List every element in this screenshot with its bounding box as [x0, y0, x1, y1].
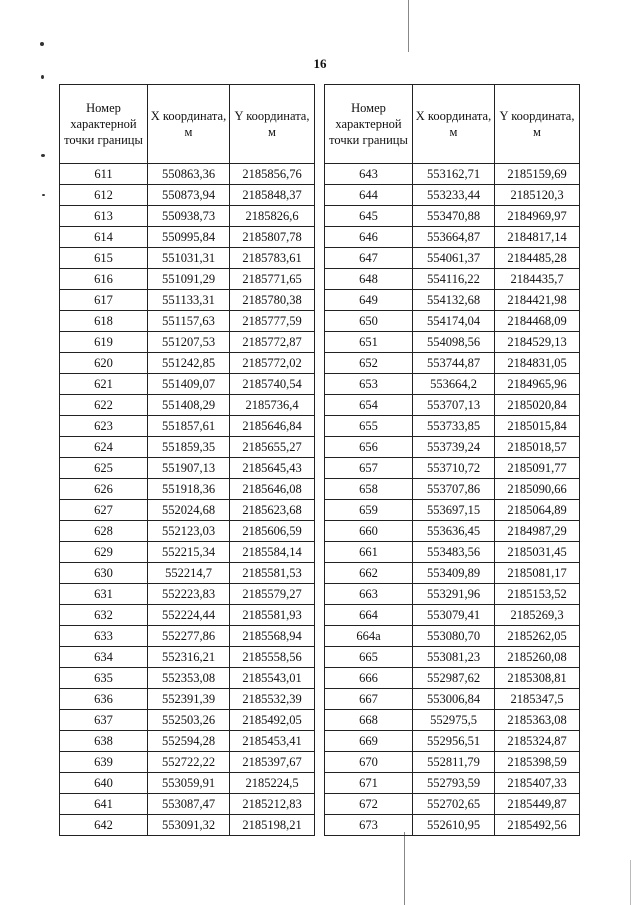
table-row [60, 311, 315, 332]
point-number-cell: 673 [325, 815, 413, 836]
x-coordinate-cell: 552811,79 [413, 752, 495, 773]
y-coordinate-cell: 2185212,83 [230, 794, 315, 815]
x-coordinate-cell: 551409,07 [148, 374, 230, 395]
point-number-cell: 624 [60, 437, 148, 458]
y-coordinate-cell: 2185740,54 [230, 374, 315, 395]
point-number-cell: 618 [60, 311, 148, 332]
scan-edge-line [630, 860, 631, 905]
point-number-cell: 614 [60, 227, 148, 248]
point-number-cell: 628 [60, 521, 148, 542]
x-coordinate-cell: 551091,29 [148, 269, 230, 290]
point-number-cell: 649 [325, 290, 413, 311]
table-header-row [325, 85, 580, 164]
point-number-cell: 666 [325, 668, 413, 689]
table-row [60, 752, 315, 773]
y-coordinate-cell: 2184817,14 [495, 227, 580, 248]
scan-line-top [408, 0, 409, 52]
y-coordinate-cell: 2185584,14 [230, 542, 315, 563]
x-coordinate-cell: 551031,31 [148, 248, 230, 269]
x-coordinate-cell: 552391,39 [148, 689, 230, 710]
y-coordinate-cell: 2185543,01 [230, 668, 315, 689]
y-coordinate-cell: 2185064,89 [495, 500, 580, 521]
table-row [325, 332, 580, 353]
point-number-cell: 622 [60, 395, 148, 416]
header-point-number: Номер характерной точки границы [325, 85, 413, 164]
point-number-cell: 629 [60, 542, 148, 563]
x-coordinate-cell: 553162,71 [413, 164, 495, 185]
y-coordinate-cell: 2185324,87 [495, 731, 580, 752]
table-row [325, 437, 580, 458]
table-row [60, 668, 315, 689]
point-number-cell: 663 [325, 584, 413, 605]
y-coordinate-cell: 2185581,93 [230, 605, 315, 626]
table-body-right [325, 164, 580, 836]
table-row [325, 269, 580, 290]
point-number-cell: 669 [325, 731, 413, 752]
y-coordinate-cell: 2185579,27 [230, 584, 315, 605]
point-number-cell: 658 [325, 479, 413, 500]
point-number-cell: 641 [60, 794, 148, 815]
x-coordinate-cell: 552793,59 [413, 773, 495, 794]
table-row [325, 542, 580, 563]
table-row [325, 773, 580, 794]
y-coordinate-cell: 2185120,3 [495, 185, 580, 206]
point-number-cell: 662 [325, 563, 413, 584]
y-coordinate-cell: 2185224,5 [230, 773, 315, 794]
y-coordinate-cell: 2185623,68 [230, 500, 315, 521]
point-number-cell: 664 [325, 605, 413, 626]
point-number-cell: 630 [60, 563, 148, 584]
table-row [325, 710, 580, 731]
y-coordinate-cell: 2185159,69 [495, 164, 580, 185]
y-coordinate-cell: 2185856,76 [230, 164, 315, 185]
header-y-coordinate: Y координата, м [495, 85, 580, 164]
x-coordinate-cell: 553697,15 [413, 500, 495, 521]
point-number-cell: 623 [60, 416, 148, 437]
y-coordinate-cell: 2185807,78 [230, 227, 315, 248]
x-coordinate-cell: 554116,22 [413, 269, 495, 290]
point-number-cell: 667 [325, 689, 413, 710]
table-row [325, 752, 580, 773]
table-row [325, 206, 580, 227]
y-coordinate-cell: 2184421,98 [495, 290, 580, 311]
x-coordinate-cell: 550995,84 [148, 227, 230, 248]
y-coordinate-cell: 2185772,02 [230, 353, 315, 374]
table-row [325, 794, 580, 815]
point-number-cell: 643 [325, 164, 413, 185]
point-number-cell: 611 [60, 164, 148, 185]
table-row [60, 269, 315, 290]
x-coordinate-cell: 553081,23 [413, 647, 495, 668]
y-coordinate-cell: 2185568,94 [230, 626, 315, 647]
table-row [325, 668, 580, 689]
y-coordinate-cell: 2184468,09 [495, 311, 580, 332]
point-number-cell: 640 [60, 773, 148, 794]
header-point-number: Номер характерной точки границы [60, 85, 148, 164]
point-number-cell: 638 [60, 731, 148, 752]
table-row [325, 521, 580, 542]
y-coordinate-cell: 2185269,3 [495, 605, 580, 626]
point-number-cell: 668 [325, 710, 413, 731]
table-row [325, 731, 580, 752]
x-coordinate-cell: 552223,83 [148, 584, 230, 605]
x-coordinate-cell: 554174,04 [413, 311, 495, 332]
x-coordinate-cell: 553739,24 [413, 437, 495, 458]
table-row [60, 479, 315, 500]
y-coordinate-cell: 2185777,59 [230, 311, 315, 332]
table-row [325, 353, 580, 374]
y-coordinate-cell: 2185453,41 [230, 731, 315, 752]
table-row [60, 185, 315, 206]
scan-dot-4 [42, 194, 45, 196]
y-coordinate-cell: 2185081,17 [495, 563, 580, 584]
table-row [60, 731, 315, 752]
y-coordinate-cell: 2184969,97 [495, 206, 580, 227]
x-coordinate-cell: 552722,22 [148, 752, 230, 773]
table-row [325, 416, 580, 437]
x-coordinate-cell: 552503,26 [148, 710, 230, 731]
table-row [60, 773, 315, 794]
point-number-cell: 621 [60, 374, 148, 395]
table-row [60, 542, 315, 563]
table-row [60, 332, 315, 353]
y-coordinate-cell: 2185449,87 [495, 794, 580, 815]
y-coordinate-cell: 2184987,29 [495, 521, 580, 542]
point-number-cell: 655 [325, 416, 413, 437]
table-row [325, 395, 580, 416]
y-coordinate-cell: 2185198,21 [230, 815, 315, 836]
point-number-cell: 672 [325, 794, 413, 815]
table-row [325, 647, 580, 668]
table-row [60, 605, 315, 626]
y-coordinate-cell: 2185736,4 [230, 395, 315, 416]
y-coordinate-cell: 2185826,6 [230, 206, 315, 227]
x-coordinate-cell: 553483,56 [413, 542, 495, 563]
x-coordinate-cell: 553636,45 [413, 521, 495, 542]
x-coordinate-cell: 551207,53 [148, 332, 230, 353]
point-number-cell: 615 [60, 248, 148, 269]
x-coordinate-cell: 551133,31 [148, 290, 230, 311]
point-number-cell: 612 [60, 185, 148, 206]
x-coordinate-cell: 551408,29 [148, 395, 230, 416]
x-coordinate-cell: 553091,32 [148, 815, 230, 836]
point-number-cell: 633 [60, 626, 148, 647]
table-body-left [60, 164, 315, 836]
x-coordinate-cell: 553707,86 [413, 479, 495, 500]
x-coordinate-cell: 550863,36 [148, 164, 230, 185]
y-coordinate-cell: 2185091,77 [495, 458, 580, 479]
y-coordinate-cell: 2185783,61 [230, 248, 315, 269]
table-row [325, 584, 580, 605]
point-number-cell: 652 [325, 353, 413, 374]
table-row [60, 353, 315, 374]
x-coordinate-cell: 552215,34 [148, 542, 230, 563]
table-row [60, 500, 315, 521]
y-coordinate-cell: 2184965,96 [495, 374, 580, 395]
y-coordinate-cell: 2185646,08 [230, 479, 315, 500]
point-number-cell: 661 [325, 542, 413, 563]
x-coordinate-cell: 551859,35 [148, 437, 230, 458]
point-number-cell: 671 [325, 773, 413, 794]
x-coordinate-cell: 553233,44 [413, 185, 495, 206]
y-coordinate-cell: 2185398,59 [495, 752, 580, 773]
x-coordinate-cell: 552353,08 [148, 668, 230, 689]
scan-dot-1 [40, 42, 44, 46]
table-row [60, 227, 315, 248]
point-number-cell: 670 [325, 752, 413, 773]
x-coordinate-cell: 551907,13 [148, 458, 230, 479]
x-coordinate-cell: 552956,51 [413, 731, 495, 752]
point-number-cell: 644 [325, 185, 413, 206]
table-row [325, 689, 580, 710]
x-coordinate-cell: 550938,73 [148, 206, 230, 227]
header-y-coordinate: Y координата, м [230, 85, 315, 164]
table-row [325, 185, 580, 206]
table-row [325, 227, 580, 248]
x-coordinate-cell: 553707,13 [413, 395, 495, 416]
point-number-cell: 659 [325, 500, 413, 521]
y-coordinate-cell: 2185606,59 [230, 521, 315, 542]
table-header-row [60, 85, 315, 164]
y-coordinate-cell: 2185558,56 [230, 647, 315, 668]
table-row [60, 248, 315, 269]
table-row [60, 584, 315, 605]
y-coordinate-cell: 2185018,57 [495, 437, 580, 458]
table-row [60, 710, 315, 731]
y-coordinate-cell: 2185780,38 [230, 290, 315, 311]
table-row [60, 416, 315, 437]
table-row [60, 290, 315, 311]
x-coordinate-cell: 552610,95 [413, 815, 495, 836]
point-number-cell: 665 [325, 647, 413, 668]
x-coordinate-cell: 553080,70 [413, 626, 495, 647]
y-coordinate-cell: 2185645,43 [230, 458, 315, 479]
y-coordinate-cell: 2185492,56 [495, 815, 580, 836]
header-x-coordinate: X координата, м [413, 85, 495, 164]
table-row [325, 374, 580, 395]
y-coordinate-cell: 2185532,39 [230, 689, 315, 710]
point-number-cell: 657 [325, 458, 413, 479]
coordinates-table-left [59, 84, 315, 836]
scan-line-bottom [404, 832, 405, 905]
y-coordinate-cell: 2185492,05 [230, 710, 315, 731]
point-number-cell: 647 [325, 248, 413, 269]
table-row [60, 374, 315, 395]
y-coordinate-cell: 2185020,84 [495, 395, 580, 416]
point-number-cell: 642 [60, 815, 148, 836]
x-coordinate-cell: 552224,44 [148, 605, 230, 626]
y-coordinate-cell: 2185363,08 [495, 710, 580, 731]
x-coordinate-cell: 553059,91 [148, 773, 230, 794]
x-coordinate-cell: 553744,87 [413, 353, 495, 374]
point-number-cell: 613 [60, 206, 148, 227]
x-coordinate-cell: 552123,03 [148, 521, 230, 542]
table-row [60, 458, 315, 479]
scan-dot-3 [41, 154, 45, 157]
point-number-cell: 656 [325, 437, 413, 458]
x-coordinate-cell: 552702,65 [413, 794, 495, 815]
x-coordinate-cell: 552214,7 [148, 563, 230, 584]
coordinates-table-right [324, 84, 580, 836]
x-coordinate-cell: 551242,85 [148, 353, 230, 374]
point-number-cell: 631 [60, 584, 148, 605]
x-coordinate-cell: 551857,61 [148, 416, 230, 437]
point-number-cell: 620 [60, 353, 148, 374]
y-coordinate-cell: 2185581,53 [230, 563, 315, 584]
x-coordinate-cell: 554132,68 [413, 290, 495, 311]
x-coordinate-cell: 552316,21 [148, 647, 230, 668]
table-row [60, 164, 315, 185]
y-coordinate-cell: 2185772,87 [230, 332, 315, 353]
y-coordinate-cell: 2185646,84 [230, 416, 315, 437]
point-number-cell: 619 [60, 332, 148, 353]
table-row [325, 458, 580, 479]
y-coordinate-cell: 2185397,67 [230, 752, 315, 773]
table-row [60, 521, 315, 542]
table-row [60, 395, 315, 416]
table-row [325, 311, 580, 332]
table-row [60, 437, 315, 458]
point-number-cell: 636 [60, 689, 148, 710]
table-row [325, 605, 580, 626]
x-coordinate-cell: 553710,72 [413, 458, 495, 479]
page-number: 16 [313, 56, 327, 71]
x-coordinate-cell: 553664,87 [413, 227, 495, 248]
point-number-cell: 664а [325, 626, 413, 647]
table-row [325, 290, 580, 311]
point-number-cell: 632 [60, 605, 148, 626]
x-coordinate-cell: 553291,96 [413, 584, 495, 605]
x-coordinate-cell: 552594,28 [148, 731, 230, 752]
y-coordinate-cell: 2185347,5 [495, 689, 580, 710]
point-number-cell: 650 [325, 311, 413, 332]
point-number-cell: 648 [325, 269, 413, 290]
table-row [325, 626, 580, 647]
x-coordinate-cell: 551157,63 [148, 311, 230, 332]
point-number-cell: 616 [60, 269, 148, 290]
table-row [325, 500, 580, 521]
header-x-coordinate: X координата, м [148, 85, 230, 164]
x-coordinate-cell: 552277,86 [148, 626, 230, 647]
y-coordinate-cell: 2184831,05 [495, 353, 580, 374]
x-coordinate-cell: 553409,89 [413, 563, 495, 584]
table-row [325, 815, 580, 836]
y-coordinate-cell: 2185655,27 [230, 437, 315, 458]
y-coordinate-cell: 2185262,05 [495, 626, 580, 647]
y-coordinate-cell: 2184529,13 [495, 332, 580, 353]
point-number-cell: 635 [60, 668, 148, 689]
y-coordinate-cell: 2185848,37 [230, 185, 315, 206]
point-number-cell: 626 [60, 479, 148, 500]
y-coordinate-cell: 2184485,28 [495, 248, 580, 269]
point-number-cell: 617 [60, 290, 148, 311]
table-row [60, 206, 315, 227]
y-coordinate-cell: 2185308,81 [495, 668, 580, 689]
table-row [60, 626, 315, 647]
y-coordinate-cell: 2185153,52 [495, 584, 580, 605]
table-row [60, 563, 315, 584]
table-row [60, 794, 315, 815]
table-row [60, 815, 315, 836]
table-row [325, 248, 580, 269]
y-coordinate-cell: 2185771,65 [230, 269, 315, 290]
x-coordinate-cell: 553733,85 [413, 416, 495, 437]
y-coordinate-cell: 2185031,45 [495, 542, 580, 563]
x-coordinate-cell: 552975,5 [413, 710, 495, 731]
point-number-cell: 634 [60, 647, 148, 668]
x-coordinate-cell: 554061,37 [413, 248, 495, 269]
x-coordinate-cell: 553006,84 [413, 689, 495, 710]
x-coordinate-cell: 553087,47 [148, 794, 230, 815]
y-coordinate-cell: 2185015,84 [495, 416, 580, 437]
x-coordinate-cell: 553470,88 [413, 206, 495, 227]
point-number-cell: 639 [60, 752, 148, 773]
point-number-cell: 651 [325, 332, 413, 353]
x-coordinate-cell: 553664,2 [413, 374, 495, 395]
x-coordinate-cell: 550873,94 [148, 185, 230, 206]
y-coordinate-cell: 2184435,7 [495, 269, 580, 290]
point-number-cell: 637 [60, 710, 148, 731]
point-number-cell: 645 [325, 206, 413, 227]
x-coordinate-cell: 554098,56 [413, 332, 495, 353]
table-row [60, 689, 315, 710]
point-number-cell: 625 [60, 458, 148, 479]
table-row [325, 563, 580, 584]
x-coordinate-cell: 552024,68 [148, 500, 230, 521]
x-coordinate-cell: 553079,41 [413, 605, 495, 626]
point-number-cell: 627 [60, 500, 148, 521]
x-coordinate-cell: 551918,36 [148, 479, 230, 500]
y-coordinate-cell: 2185090,66 [495, 479, 580, 500]
scan-dot-2 [41, 75, 44, 79]
table-row [325, 479, 580, 500]
table-row [60, 647, 315, 668]
x-coordinate-cell: 552987,62 [413, 668, 495, 689]
point-number-cell: 654 [325, 395, 413, 416]
point-number-cell: 660 [325, 521, 413, 542]
y-coordinate-cell: 2185407,33 [495, 773, 580, 794]
table-row [325, 164, 580, 185]
point-number-cell: 646 [325, 227, 413, 248]
y-coordinate-cell: 2185260,08 [495, 647, 580, 668]
point-number-cell: 653 [325, 374, 413, 395]
